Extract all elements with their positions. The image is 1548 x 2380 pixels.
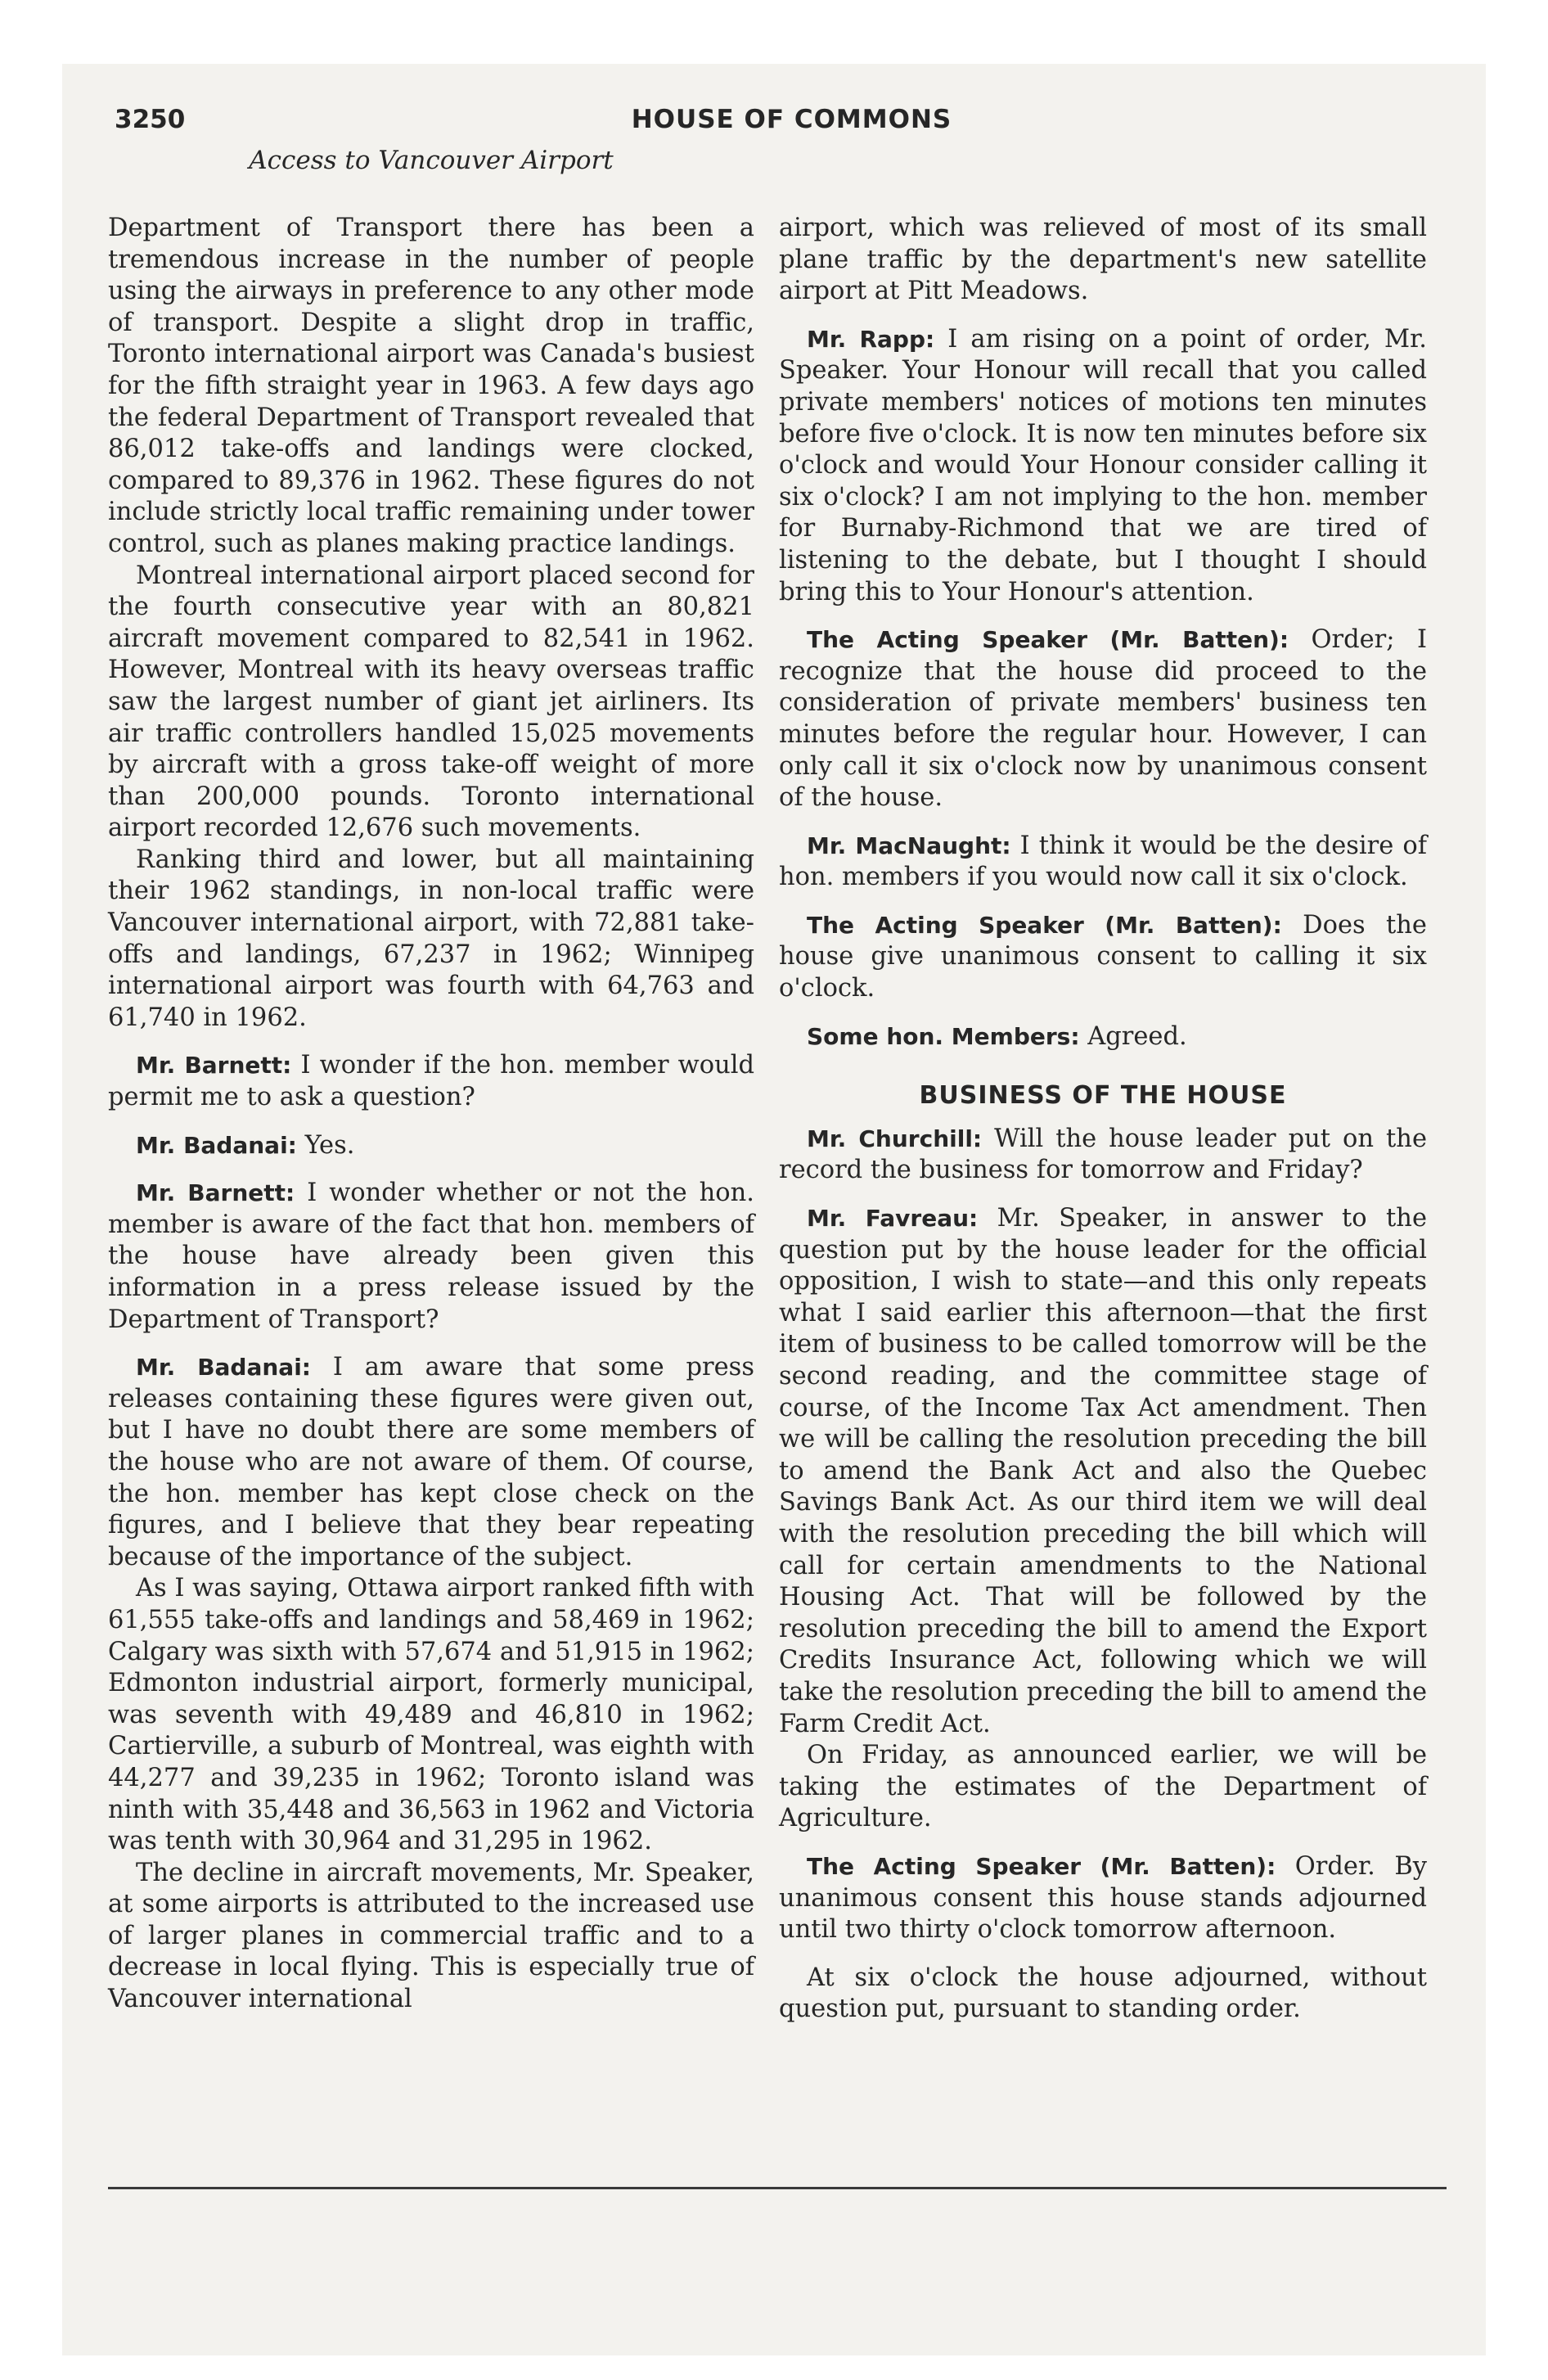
paragraph: Montreal international airport placed second for the fourth consecutive year with an 80,821 aircraft movement compared to 82,541 in 1962. However, Montreal with its heavy overseas traffic saw the largest number of giant jet airliners. Its air traffic controllers handled 15,025 movements by aircraft with a gross take-off weight of more than 200,000 pounds. Toronto international airport recorded 12,676 such movements.	[108, 561, 754, 843]
speaker-name: The Acting Speaker (Mr. Batten):	[807, 626, 1289, 654]
speaker-name: Mr. Badanai:	[136, 1131, 297, 1159]
speech-paragraph: Some hon. Members: Agreed.	[807, 1021, 1187, 1051]
speaker-name: Some hon. Members:	[807, 1022, 1080, 1050]
page-number: 3250	[115, 105, 186, 134]
speech-paragraph: Mr. Favreau: Mr. Speaker, in answer to the question put by the house leader for the official opposition, I wish to state—and this only repeats what I said earlier this afternoon—that the first item of business to be called tomorrow will be the second reading, and the committee stage of course, of the Income Tax Act amendment. Then we will be calling the resolution preceding the bill to amend the Bank Act and also the Quebec Savings Bank Act. As our third item we will deal with the resolution preceding the bill which will call for certain amendments to the National Housing Act. That will be followed by the resolution preceding the bill to amend the Export Credits Insurance Act, following which we will take the resolution preceding the bill to amend the Farm Credit Act.	[779, 1204, 1427, 1738]
paragraph: Department of Transport there has been a tremendous increase in the number of people using the airways in preference to any other mode of transport. Despite a slight drop in traffic, Toronto international airport was Canada's busiest for the fifth straight year in 1963. A few days ago the federal Department of Transport revealed that 86,012 take-offs and landings were clocked, compared to 89,376 in 1962. These figures do not include strictly local traffic remaining under tower control, such as planes making practice landings.	[108, 214, 754, 558]
speech-paragraph: Mr. Barnett: I wonder whether or not the hon. member is aware of the fact that hon. members of the house have already been given this information in a press release issued by the Department of Transport?	[108, 1179, 754, 1334]
left-column	[108, 213, 754, 2016]
bottom-rule	[108, 2187, 1447, 2189]
right-column	[779, 213, 1427, 2026]
speech-paragraph: Mr. MacNaught: I think it would be the desire of hon. members if you would now call it six o'clock.	[779, 831, 1427, 892]
speech-paragraph: Mr. Barnett: I wonder if the hon. member would permit me to ask a question?	[108, 1051, 755, 1112]
speech-paragraph: The Acting Speaker (Mr. Batten): Order; I recognize that the house did proceed to the consideration of private members' business ten minutes before the regular hour. However, I can only call it six o'clock now by unanimous consent of the house.	[779, 625, 1427, 813]
paragraph: The decline in aircraft movements, Mr. Speaker, at some airports is attributed to the increased use of larger planes in commercial traffic and to a decrease in local flying. This is especially true of Vancouver international	[108, 1858, 754, 2014]
document-page	[62, 64, 1486, 2355]
speaker-name: Mr. MacNaught:	[807, 832, 1011, 859]
speaker-name: Mr. Favreau:	[807, 1205, 979, 1233]
speaker-name: Mr. Rapp:	[807, 325, 935, 353]
paragraph: As I was saying, Ottawa airport ranked fifth with 61,555 take-offs and landings and 58,469 in 1962; Calgary was sixth with 57,674 and 51,915 in 1962; Edmonton industrial airport, formerly municipal, was seventh with 49,489 and 46,810 in 1962; Cartierville, a suburb of Montreal, was eighth with 44,277 and 39,235 in 1962; Toronto island was ninth with 35,448 and 36,563 in 1962 and Victoria was tenth with 30,964 and 31,295 in 1962.	[108, 1574, 754, 1856]
speech-paragraph: Mr. Badanai: I am aware that some press releases containing these figures were given out, but I have no doubt there are some members of the house who are not aware of them. Of course, the hon. member has kept close check on the figures, and I believe that they bear repeating because of the importance of the subject.	[108, 1353, 754, 1571]
speaker-name: Mr. Badanai:	[136, 1354, 311, 1382]
paragraph: Ranking third and lower, but all maintaining their 1962 standings, in non-local traffic were Vancouver international airport, with 72,881 take-offs and landings, 67,237 in 1962; Winnipeg international airport was fourth with 64,763 and 61,740 in 1962.	[108, 845, 754, 1032]
speaker-name: The Acting Speaker (Mr. Batten):	[807, 1852, 1276, 1880]
speech-paragraph: Mr. Badanai: Yes.	[136, 1130, 355, 1160]
speaker-name: The Acting Speaker (Mr. Batten):	[807, 911, 1282, 939]
speaker-name: Mr. Barnett:	[136, 1052, 292, 1080]
speech-paragraph: Mr. Churchill: Will the house leader put on the record the business for tomorrow and Friday?	[779, 1124, 1427, 1185]
speech-paragraph: Mr. Rapp: I am rising on a point of order, Mr. Speaker. Your Honour will recall that you called private members' notices of motions ten minutes before five o'clock. It is now ten minutes before six o'clock and would Your Honour consider calling it six o'clock? I am not implying to the hon. member for Burnaby-Richmond that we are tired of listening to the debate, but I thought I should bring this to Your Honour's attention.	[779, 324, 1427, 606]
speaker-name: Mr. Churchill:	[807, 1125, 983, 1152]
speech-paragraph: The Acting Speaker (Mr. Batten): Does the house give unanimous consent to calling it six o'clock.	[779, 910, 1427, 1003]
paragraph: On Friday, as announced earlier, we will be taking the estimates of the Department of Agriculture.	[779, 1741, 1427, 1833]
section-heading: BUSINESS OF THE HOUSE	[919, 1081, 1287, 1111]
paragraph: airport, which was relieved of most of its small plane traffic by the department's new satellite airport at Pitt Meadows.	[779, 214, 1427, 306]
running-title: HOUSE OF COMMONS	[631, 105, 952, 134]
speaker-name: Mr. Barnett:	[136, 1179, 295, 1207]
speech-paragraph: At six o'clock the house adjourned, without question put, pursuant to standing order.	[779, 1963, 1427, 2024]
subheading: Access to Vancouver Airport	[249, 146, 614, 175]
page-header	[115, 105, 1469, 142]
speech-paragraph: The Acting Speaker (Mr. Batten): Order. By unanimous consent this house stands adjourned until two thirty o'clock tomorrow afternoon.	[779, 1851, 1427, 1945]
